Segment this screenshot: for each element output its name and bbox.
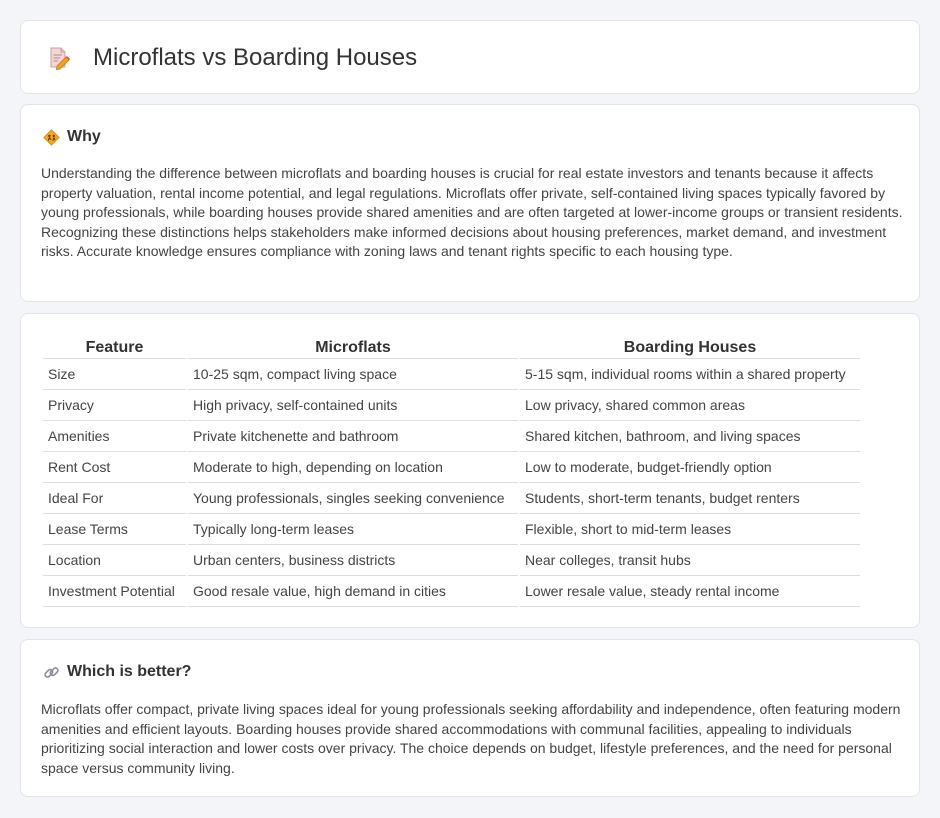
link-icon (43, 664, 60, 681)
cell-boarding-houses: Flexible, short to mid-term leases (520, 514, 860, 545)
cell-boarding-houses: Low to moderate, budget-friendly option (520, 452, 860, 483)
cell-boarding-houses: 5-15 sqm, individual rooms within a shared property (520, 359, 860, 390)
cell-feature: Size (43, 359, 186, 390)
cell-boarding-houses: Students, short-term tenants, budget renters (520, 483, 860, 514)
cell-feature: Lease Terms (43, 514, 186, 545)
warning-sign-icon (43, 129, 60, 146)
table-row (43, 545, 860, 576)
which-is-better-heading: Which is better? (67, 663, 192, 680)
table-row (43, 514, 860, 545)
table-row (43, 390, 860, 421)
table-row (43, 359, 860, 390)
comparison-card (20, 313, 920, 628)
table-row (43, 483, 860, 514)
which-is-better-section (20, 639, 920, 797)
header-boarding-houses: Boarding Houses (520, 335, 860, 359)
why-section (20, 104, 920, 302)
cell-microflats: High privacy, self-contained units (188, 390, 518, 421)
cell-microflats: Urban centers, business districts (188, 545, 518, 576)
table-header-row (43, 335, 860, 359)
cell-boarding-houses: Shared kitchen, bathroom, and living spaces (520, 421, 860, 452)
header-microflats: Microflats (188, 335, 518, 359)
why-paragraph: Understanding the difference between microflats and boarding houses is crucial for real estate investors and tenants because it affects property valuation, rental income potential, and legal regulations. Microflats offer private, self-contained living spaces typically favored by young professionals, while boarding houses provide shared amenities and are often targeted at lower-income groups or transient residents. Recognizing these distinctions helps stakeholders make informed decisions about housing preferences, market demand, and investment risks. Accurate knowledge ensures compliance with zoning laws and tenant rights specific to each housing type. (41, 165, 903, 260)
header-feature: Feature (43, 335, 186, 359)
cell-feature: Amenities (43, 421, 186, 452)
cell-boarding-houses: Near colleges, transit hubs (520, 545, 860, 576)
cell-microflats: Moderate to high, depending on location (188, 452, 518, 483)
why-heading: Why (67, 128, 101, 145)
comparison-table (41, 335, 862, 607)
cell-microflats: Private kitchenette and bathroom (188, 421, 518, 452)
cell-feature: Investment Potential (43, 576, 186, 607)
table-row (43, 452, 860, 483)
cell-microflats: Young professionals, singles seeking convenience (188, 483, 518, 514)
cell-microflats: 10-25 sqm, compact living space (188, 359, 518, 390)
table-row (43, 421, 860, 452)
which-is-better-paragraph: Microflats offer compact, private living spaces ideal for young professionals seeking affordability and independence, often featuring modern amenities and efficient layouts. Boarding houses provide shared accommodations with communal facilities, appealing to individuals prioritizing social interaction and lower costs over privacy. The choice depends on budget, lifestyle preferences, and the need for personal space versus community living. (41, 701, 901, 776)
cell-feature: Privacy (43, 390, 186, 421)
cell-feature: Location (43, 545, 186, 576)
cell-feature: Rent Cost (43, 452, 186, 483)
cell-feature: Ideal For (43, 483, 186, 514)
cell-boarding-houses: Low privacy, shared common areas (520, 390, 860, 421)
cell-microflats: Good resale value, high demand in cities (188, 576, 518, 607)
cell-boarding-houses: Lower resale value, steady rental income (520, 576, 860, 607)
table-row (43, 576, 860, 607)
title-card (20, 20, 920, 94)
pencil-document-icon (47, 46, 71, 70)
page-title: Microflats vs Boarding Houses (93, 44, 418, 71)
cell-microflats: Typically long-term leases (188, 514, 518, 545)
